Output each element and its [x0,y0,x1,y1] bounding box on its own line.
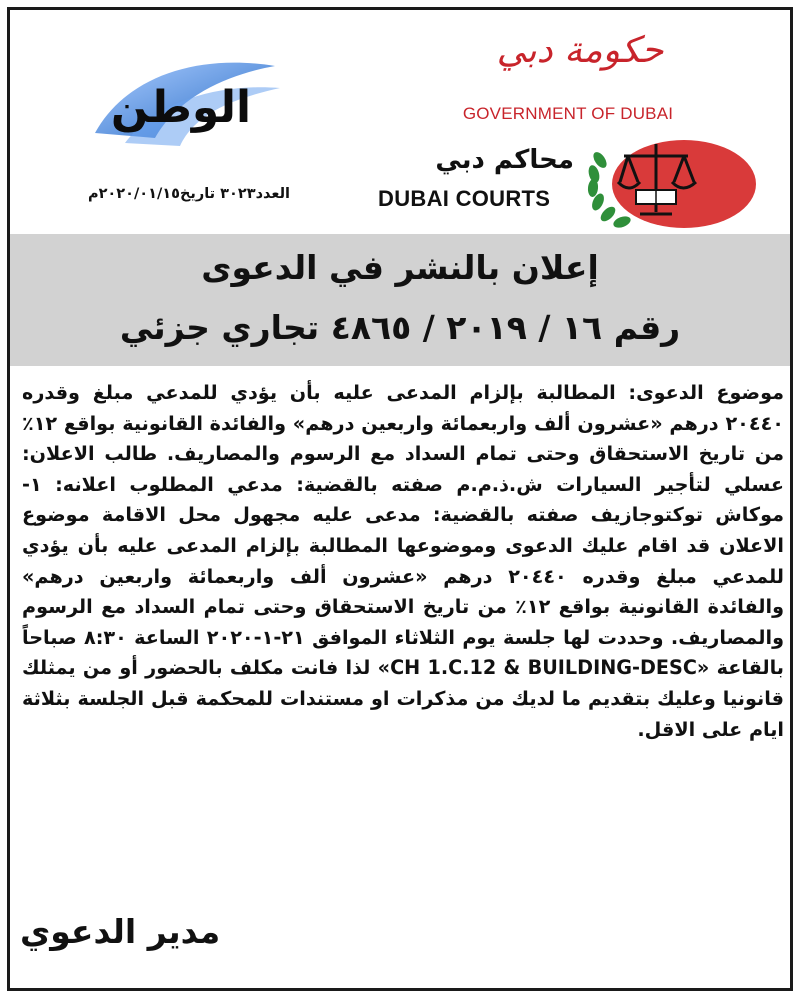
notice-body: موضوع الدعوى: المطالبة بإلزام المدعى عليه بأن يؤدي للمدعي مبلغ وقدره ٢٠٤٤٠ درهم «عشرون ألف واربعمائة واربعين درهم» والفائدة القانونية بواقع ١٢٪ من تاريخ الاستحقاق وحتى تمام السداد مع الرسوم والمصاريف. طالب الاعلان: عسلي لتأجير السيارات ش.ذ.م.م صفته بالقضية: مدعي المطلوب اعلانه: ١- موكاش توكتوجازيف صفته بالقضية: مدعى عليه مجهول محل الاقامة موضوع الاعلان قد اقام عليك الدعوى وموضوعها المطالبة بإلزام المدعى عليه بأن يؤدي للمدعي مبلغ وقدره ٢٠٤٤٠ درهم «عشرون ألف واربعمائة واربعين درهم» والفائدة القانونية بواقع ١٢٪ من تاريخ الاستحقاق وحتى تمام السداد مع الرسوم والمصاريف. وحددت لها جلسة يوم الثلاثاء الموافق ٢١-١-٢٠٢٠ الساعة ٨:٣٠ صباحاً بالقاعة «CH 1.C.12 & BUILDING-DESC» لذا فانت مكلف بالحضور أو من يمثلك قانونيا وعليك بتقديم ما لديك من مذكرات او مستندات للمحكمة قبل الجلسة بثلاثة ايام على الاقل. [22,381,784,741]
government-name-en: GOVERNMENT OF DUBAI [462,104,674,123]
title-band [10,234,790,366]
courts-name-en: DUBAI COURTS [378,186,551,211]
newspaper-name: الوطن [110,82,252,133]
courts-name-ar: محاكم دبي [435,145,574,175]
notice-title: إعلان بالنشر في الدعوى [201,248,599,287]
issue-date-line: العدد٣٠٢٣ تاريخ٢٠٢٠/٠١/١٥م [87,186,290,202]
government-name-ar: حكومة دبي [496,30,664,71]
case-number: رقم ١٦ / ٢٠١٩ / ٤٨٦٥ تجاري جزئي [119,308,681,347]
signature: مدير الدعوي [20,912,221,951]
dubai-courts-emblem-icon [580,130,760,230]
